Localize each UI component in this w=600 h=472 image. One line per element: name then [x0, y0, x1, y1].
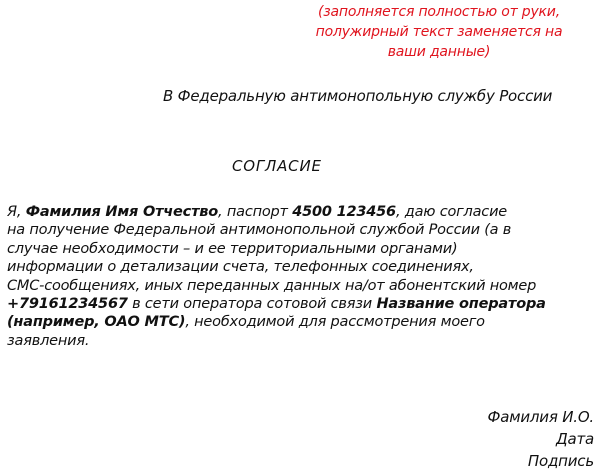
operator-example-placeholder: (например, ОАО МТС): [7, 314, 186, 331]
consent-line: [7, 295, 597, 313]
addressee: В Федеральную антимонопольную службу России: [163, 87, 553, 105]
consent-line: заявления.: [7, 332, 90, 349]
text-segment: , необходимой для рассмотрения моего: [185, 314, 485, 331]
passport-number-placeholder: 4500 123456: [292, 204, 396, 220]
operator-name-placeholder: Название оператора: [376, 296, 546, 313]
consent-line: информации о детализации счета, телефонных соединениях,: [7, 259, 474, 276]
consent-line: [7, 313, 597, 331]
consent-line: [7, 203, 597, 221]
consent-text: [7, 203, 597, 350]
signature-date: Дата: [555, 430, 594, 448]
instruction-note-line: полужирный текст заменяется на: [315, 24, 563, 40]
instruction-note-line: (заполняется полностью от руки,: [318, 4, 560, 20]
signature-sign: Подпись: [527, 452, 594, 470]
text-segment: в сети оператора сотовой связи: [127, 296, 377, 313]
instruction-note-line: ваши данные): [387, 44, 491, 60]
text-segment: , даю согласие: [395, 204, 508, 220]
phone-number-placeholder: +79161234567: [7, 296, 128, 313]
consent-line: СМС-сообщениях, иных переданных данных на/от абонентский номер: [7, 277, 537, 294]
text-segment: , паспорт: [218, 204, 293, 220]
consent-line: на получение Федеральной антимонопольной службой России (а в: [7, 222, 512, 239]
full-name-placeholder: Фамилия Имя Отчество: [25, 204, 219, 220]
signature-name: Фамилия И.О.: [487, 408, 594, 426]
document-title: СОГЛАСИЕ: [232, 157, 322, 175]
consent-line: случае необходимости – и ее территориальными органами): [7, 240, 458, 257]
instruction-note: [280, 2, 598, 62]
text-segment: Я,: [7, 204, 26, 220]
